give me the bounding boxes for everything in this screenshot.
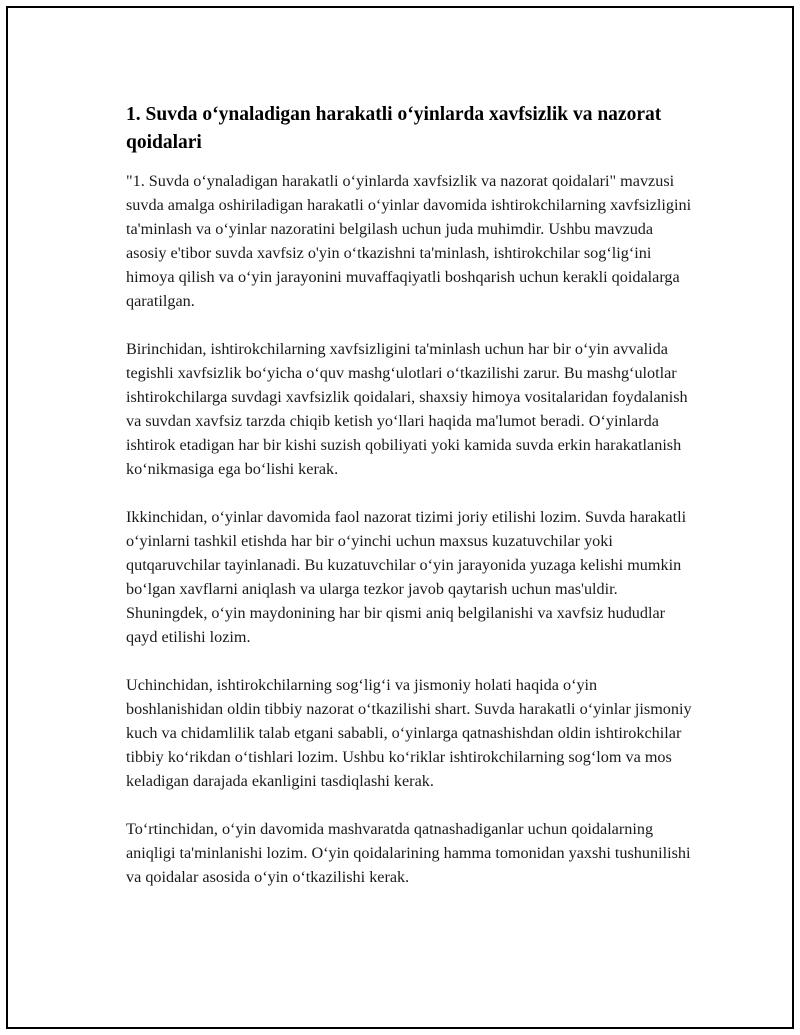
document-body: [126, 101, 696, 913]
paragraph-intro: "1. Suvda oʻynaladigan harakatli oʻyinlarda xavfsizlik va nazorat qoidalari" mavzusi suvda amalga oshiriladigan harakatli oʻyinlar davomida ishtirokchilarning xavfsizligini ta'minlash va oʻyinlar nazoratini belgilash uchun juda muhimdir. Ushbu mavzuda asosiy e'tibor suvda xavfsiz o'yin oʻtkazishni ta'minlash, ishtirokchilar sogʻligʻini himoya qilish va oʻyin jarayonini muvaffaqiyatli boshqarish uchun kerakli qoidalarga qaratilgan.: [126, 172, 692, 310]
paragraph-first: Birinchidan, ishtirokchilarning xavfsizligini ta'minlash uchun har bir oʻyin avvalida tegishli xavfsizlik boʻyicha oʻquv mashgʻulotlari oʻtkazilishi zarur. Bu mashgʻulotlar ishtirokchilarga suvdagi xavfsizlik qoidalari, shaxsiy himoya vositalaridan foydalanish va suvdan xavfsiz tarzda chiqib ketish yoʻllari haqida ma'lumot beradi. Oʻyinlarda ishtirok etadigan har bir kishi suzish qobiliyati yoki kamida suvda erkin harakatlanish koʻnikmasiga ega boʻlishi kerak.: [126, 340, 688, 478]
paragraph-second: Ikkinchidan, oʻyinlar davomida faol nazorat tizimi joriy etilishi lozim. Suvda harakatli oʻyinlarni tashkil etishda har bir oʻyinchi uchun maxsus kuzatuvchilar yoki qutqaruvchilar tayinlanadi. Bu kuzatuvchilar oʻyin jarayonida yuzaga kelishi mumkin boʻlgan xavflarni aniqlash va ularga tezkor javob qaytarish uchun mas'uldir. Shuningdek, oʻyin maydonining har bir qismi aniq belgilanishi va xavfsiz hududlar qayd etilishi lozim.: [126, 508, 687, 646]
paragraph-fourth: Toʻrtinchidan, oʻyin davomida mashvaratda qatnashadiganlar uchun qoidalarning aniqligi ta'minlanishi lozim. Oʻyin qoidalarining hamma tomonidan yaxshi tushunilishi va qoidalar asosida oʻyin oʻtkazilishi kerak.: [126, 820, 691, 886]
document-heading: 1. Suvda oʻynaladigan harakatli oʻyinlarda xavfsizlik va nazorat qoidalari: [126, 104, 662, 153]
paragraph-third: Uchinchidan, ishtirokchilarning sogʻligʻi va jismoniy holati haqida oʻyin boshlanishidan oldin tibbiy nazorat oʻtkazilishi shart. Suvda harakatli oʻyinlar jismoniy kuch va chidamlilik talab etgani sababli, oʻyinlarga qatnashishdan oldin ishtirokchilar tibbiy koʻrikdan oʻtishlari lozim. Ushbu koʻriklar ishtirokchilarning sogʻlom va mos keladigan darajada ekanligini tasdiqlashi kerak.: [126, 676, 692, 790]
page-frame: [6, 6, 794, 1029]
